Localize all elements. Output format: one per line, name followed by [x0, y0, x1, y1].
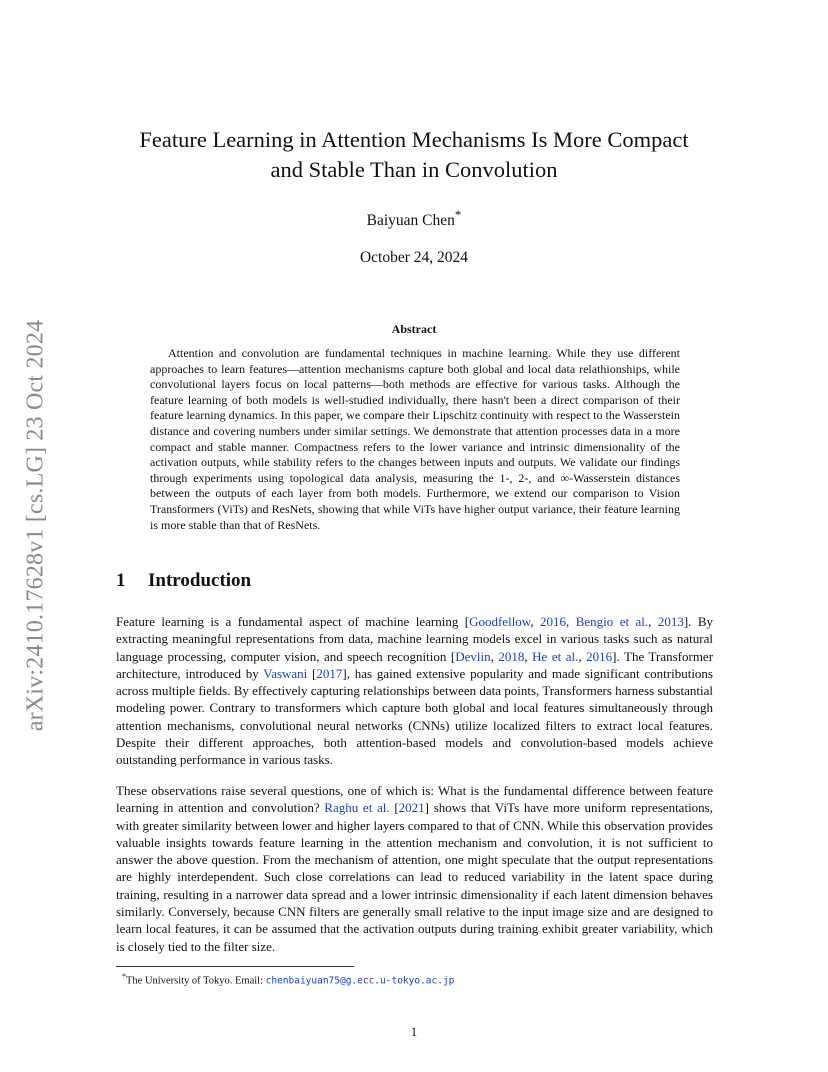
citation-link[interactable]: 2017: [316, 665, 343, 681]
text-run: These observations raise several questions, one of which is: What is the fundamental difference between feature learning in attention and convolution?: [116, 783, 713, 816]
text-run: Feature learning is a fundamental aspect of machine learning [: [116, 614, 470, 629]
text-run: ], has gained extensive popularity and made significant contributions across multiple fields. By effectively capturing relationships between data points, Transformers harness substantial modeling power. Contrary to transformers which capture both global and local features simultaneously through attention mechanisms, convolutional neural networks (CNNs) utilize localized filters to extract local features. Despite their different approaches, both attention-based models and convolution-based models achieve outstanding performance in various tasks.: [116, 665, 713, 768]
citation-link[interactable]: Vaswani: [263, 665, 308, 681]
citation-link[interactable]: 2018: [498, 648, 525, 664]
citation-link[interactable]: 2016: [540, 614, 567, 629]
text-run: [: [389, 800, 399, 816]
section-number: 1: [116, 570, 126, 591]
intro-paragraph-1: [116, 613, 713, 769]
citation-link[interactable]: 2013: [657, 614, 684, 629]
citation-link[interactable]: Devlin: [455, 648, 491, 664]
text-run: ]. The Transformer architecture, introduced by: [116, 648, 714, 681]
footnote: [122, 972, 454, 987]
citation-link[interactable]: He et al.: [532, 648, 579, 664]
abstract-text: Attention and convolution are fundamental techniques in machine learning. While they use different approaches to learn features—attention mechanisms capture both global and local data relathionships, while convolutional layers focus on local patterns—both methods are effective for various tasks. Although the feature learning of both models is well-studied individually, there hasn't been a direct comparison of their feature learning dynamics. In this paper, we compare their Lipschitz continuity with respect to the Wasserstein distance and covering numbers under similar settings. We demonstrate that attention processes data in a more compact and stable manner. Compactness refers to the lower variance and intrinsic dimensionality of the activation outputs, while stability refers to the changes between inputs and outputs. We validate our findings through experiments using topological data analysis, measuring the 1-, 2-, and ∞-Wasserstein distances between the outputs of each layer from both models. Furthermore, we extend our comparison to Vision Transformers (ViTs) and ResNets, showing that while ViTs have higher output variance, their feature learning is more stable than that of ResNets.: [150, 346, 680, 532]
text-run: ,: [524, 648, 533, 664]
text-run: ]. By extracting meaningful representations from data, machine learning models excel in various tasks such as natural language processing, computer vision, and speech recognition [: [116, 614, 714, 664]
author-footnote-mark: *: [454, 207, 462, 222]
text-run: ,: [490, 648, 499, 664]
title-line-2: and Stable Than in Convolution: [270, 157, 558, 182]
text-run: ,: [566, 614, 576, 629]
author-line: [110, 207, 718, 230]
citation-link[interactable]: 2021: [398, 800, 425, 816]
author-name: Baiyuan Chen: [366, 212, 455, 230]
abstract-heading: Abstract: [391, 322, 437, 336]
text-run: [: [307, 665, 317, 681]
text-run: ,: [578, 648, 587, 664]
text-run: ] shows that ViTs have more uniform representations, with greater similarity between lower and higher layers compared to that of CNN. While this observation provides valuable insights towards feature learning in the attention mechanism and convolution, it is not sufficient to answer the above question. From the mechanism of attention, one might speculate that the output representations are highly interdependent. Such close correlations can lead to reduced variability in the latent space during training, resulting in a narrower data spread and a lower intrinsic dimensionality if each latent dimension behaves similarly. Conversely, because CNN filters are generally small relative to the input image size and are designed to learn local features, it can be assumed that the activation outputs during training exhibit greater variability, which is closely tied to the filter size.: [116, 800, 713, 954]
section-heading: [116, 570, 251, 592]
paper-title: [110, 125, 718, 185]
title-line-1: Feature Learning in Attention Mechanisms Is More Compact: [139, 127, 689, 152]
footnote-mark: *: [122, 972, 126, 981]
citation-link[interactable]: Bengio et al.: [575, 614, 649, 629]
citation-link[interactable]: 2016: [586, 648, 613, 664]
section-title: Introduction: [148, 570, 252, 591]
paper-date: October 24, 2024: [359, 249, 469, 266]
text-run: ,: [530, 614, 541, 629]
page-number: 1: [410, 1024, 418, 1039]
intro-paragraph-2: [116, 782, 713, 955]
arxiv-id: arXiv:2410.17628v1 [cs.LG] 23 Oct 2024: [22, 319, 49, 731]
email-link[interactable]: chenbaiyuan75@g.ecc.u-tokyo.ac.jp: [265, 975, 455, 987]
citation-link[interactable]: Raghu et al.: [324, 800, 390, 816]
footnote-rule: [116, 966, 354, 967]
arxiv-sidebar-stamp: [14, 290, 58, 760]
citation-link[interactable]: Goodfellow: [469, 614, 531, 629]
text-run: ,: [648, 614, 658, 629]
footnote-text: The University of Tokyo. Email:: [126, 975, 266, 987]
